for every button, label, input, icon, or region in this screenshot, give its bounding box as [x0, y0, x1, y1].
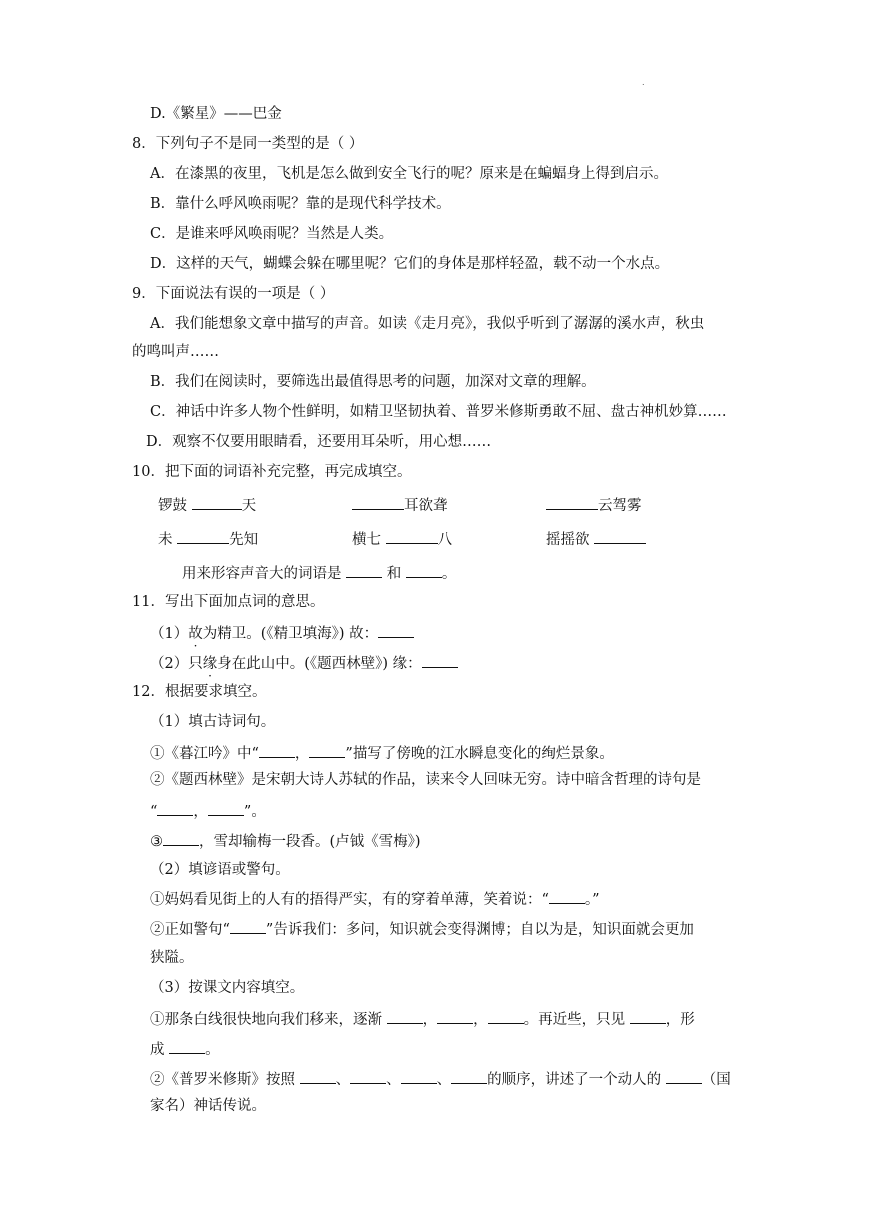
- q12-line-3: [150, 800, 266, 822]
- q12-line-3-c: ”。: [243, 804, 266, 820]
- q12-line-1: [150, 742, 614, 764]
- q12-line-10-f: （国: [701, 1072, 731, 1088]
- q10-stem: 10．把下面的词语补充完整，再完成填空。: [132, 464, 412, 480]
- q9-option-d: D．观察不仅要用眼睛看，还要用耳朵听，用心想……: [146, 434, 492, 450]
- q12-line-10-e: 的顺序，讲述了一个动人的: [487, 1072, 662, 1088]
- q12-line-7: 狭隘。: [150, 950, 194, 966]
- q10-word-5-prefix: 横七: [352, 532, 381, 548]
- q12-blank-14[interactable]: [350, 1068, 386, 1084]
- q12-line-1-b: ，: [294, 746, 310, 762]
- q12-blank-8[interactable]: [387, 1008, 423, 1024]
- q11-blank-1[interactable]: [378, 622, 414, 638]
- q10-word-6: [546, 528, 646, 550]
- q12-line-8-d: 。再近些，只见: [523, 1012, 626, 1028]
- q9-stem: 9．下面说法有误的一项是（ ）: [132, 286, 335, 302]
- q12-blank-4[interactable]: [208, 800, 244, 816]
- q10-blank-1[interactable]: [192, 494, 242, 510]
- q12-blank-3[interactable]: [157, 800, 193, 816]
- q11-item-1-text: 为精卫。(《精卫填海》) 故：: [202, 626, 379, 642]
- q12-line-3-a: “: [150, 804, 158, 820]
- q11-dotted-word-1: 故: [188, 626, 203, 642]
- q8-stem: 8．下列句子不是同一类型的是（ ）: [132, 136, 364, 152]
- q8-option-c: C．是谁来呼风唤雨呢？当然是人类。: [150, 226, 394, 242]
- q12-line-1-c: ”描写了傍晚的江水瞬息变化的绚烂景象。: [345, 746, 614, 762]
- q10-word-1: [158, 494, 256, 516]
- q12-line-8-c: ，: [473, 1012, 488, 1028]
- q9-option-a: A．我们能想象文章中描写的声音。如读《走月亮》，我似乎听到了潺潺的溪水声，秋虫: [150, 316, 705, 332]
- q10-blank-5[interactable]: [386, 528, 438, 544]
- q9-option-b: B．我们在阅读时，要筛选出最值得思考的问题，加深对文章的理解。: [150, 374, 596, 390]
- q12-line-10-b: 、: [335, 1072, 351, 1088]
- q8-option-a: A．在漆黑的夜里，飞机是怎么做到安全飞行的呢？原来是在蝙蝠身上得到启示。: [150, 166, 668, 182]
- q10-word-4: [158, 528, 258, 550]
- q10-word-6-prefix: 摇摇欲: [546, 532, 590, 548]
- q10-word-4-suffix: 先知: [229, 532, 259, 548]
- q12-line-9: [150, 1038, 220, 1060]
- q10-sentence-part-2: 和: [386, 566, 402, 582]
- q12-line-2: ②《题西林壁》是宋朝大诗人苏轼的作品，读来令人回味无穷。诗中暗含哲理的诗句是: [150, 772, 701, 788]
- q10-word-1-prefix: 锣鼓: [158, 498, 187, 514]
- q12-line-4-b: ，雪却输梅一段香。(卢钺《雪梅》): [199, 834, 421, 850]
- q12-line-11: 家名）神话传说。: [150, 1098, 266, 1114]
- q12-heading-2: （2）填谚语或警句。: [150, 862, 290, 878]
- q11-blank-2[interactable]: [422, 652, 458, 668]
- q11-item-1: [150, 622, 414, 644]
- q10-blank-8[interactable]: [406, 562, 442, 578]
- q11-dotted-word-2: 缘: [202, 656, 218, 672]
- q12-heading-3: （3）按课文内容填空。: [150, 980, 305, 996]
- q8-option-d: D．这样的天气，蝴蝶会躲在哪里呢？它们的身体是那样轻盈，载不动一个水点。: [150, 256, 670, 272]
- q7-option-d: D.《繁星》——巴金: [150, 106, 282, 122]
- q10-sentence-end: 。: [441, 566, 457, 582]
- q10-word-3: [546, 494, 642, 516]
- q12-blank-5[interactable]: [163, 830, 199, 846]
- q10-word-2-suffix: 耳欲聋: [404, 498, 448, 514]
- q11-item-2: [150, 652, 458, 674]
- q12-line-6-a: ②正如警句“: [150, 922, 230, 938]
- q12-blank-13[interactable]: [300, 1068, 336, 1084]
- q12-blank-12[interactable]: [169, 1038, 205, 1054]
- q10-word-4-prefix: 未: [158, 532, 173, 548]
- q12-blank-11[interactable]: [630, 1008, 666, 1024]
- q8-option-b: B．靠什么呼风唤雨呢？靠的是现代科学技术。: [150, 196, 451, 212]
- q10-word-5: [352, 528, 452, 550]
- page-corner-mark: .: [642, 78, 645, 87]
- q12-line-10-d: 、: [436, 1072, 452, 1088]
- q11-item-2-text: 身在此山中。(《题西林壁》) 缘：: [217, 656, 422, 672]
- q10-sentence-part-1: 用来形容声音大的词语是: [182, 566, 342, 582]
- q12-blank-10[interactable]: [488, 1008, 524, 1024]
- q12-line-10-c: 、: [386, 1072, 401, 1088]
- q10-word-3-suffix: 云驾雾: [598, 498, 642, 514]
- q12-blank-1[interactable]: [259, 742, 295, 758]
- q12-blank-2[interactable]: [309, 742, 345, 758]
- q11-item-1-num: （1）: [150, 626, 189, 642]
- q12-line-8-a: ①那条白线很快地向我们移来，逐渐: [150, 1012, 382, 1028]
- q10-sentence: [182, 562, 456, 584]
- q12-line-3-b: ，: [193, 804, 208, 820]
- q11-stem: 11．写出下面加点词的意思。: [132, 594, 325, 610]
- q12-heading-1: （1）填古诗词句。: [150, 714, 276, 730]
- q12-line-5-b: 。”: [584, 892, 600, 908]
- q10-blank-2[interactable]: [352, 494, 404, 510]
- q10-blank-6[interactable]: [594, 528, 646, 544]
- q12-blank-15[interactable]: [401, 1068, 437, 1084]
- q10-blank-4[interactable]: [177, 528, 229, 544]
- q12-line-9-b: 。: [205, 1042, 220, 1058]
- q12-line-6: [150, 918, 694, 940]
- q10-word-2: [352, 494, 448, 516]
- q12-line-6-b: ”告诉我们：多问，知识就会变得渊博；自以为是，知识面就会更加: [265, 922, 694, 938]
- q9-option-a-cont: 的鸣叫声……: [132, 344, 219, 360]
- q12-blank-17[interactable]: [666, 1068, 702, 1084]
- q10-word-1-suffix: 天: [241, 498, 257, 514]
- q12-stem: 12．根据要求填空。: [132, 684, 267, 700]
- q10-word-5-suffix: 八: [437, 532, 453, 548]
- q12-blank-6[interactable]: [549, 888, 585, 904]
- q12-line-4-a: ③: [150, 834, 163, 850]
- q12-line-9-a: 成: [150, 1042, 165, 1058]
- q11-item-2-num: （2）只: [150, 656, 203, 672]
- q12-line-8-b: ，: [422, 1012, 438, 1028]
- q12-line-8: [150, 1008, 695, 1030]
- q12-line-10: [150, 1068, 731, 1090]
- q12-line-8-e: ，形: [665, 1012, 695, 1028]
- q12-blank-7[interactable]: [230, 918, 266, 934]
- q9-option-c: C．神话中许多人物个性鲜明，如精卫坚韧执着、普罗米修斯勇敢不屈、盘古神机妙算……: [150, 404, 727, 420]
- q12-line-5: [150, 888, 600, 910]
- q12-line-1-a: ①《暮江吟》中“: [150, 746, 259, 762]
- q12-line-4: [150, 830, 421, 852]
- q10-blank-3[interactable]: [546, 494, 598, 510]
- q12-line-10-a: ②《普罗米修斯》按照: [150, 1072, 295, 1088]
- q12-blank-9[interactable]: [437, 1008, 473, 1024]
- q12-blank-16[interactable]: [451, 1068, 487, 1084]
- q10-blank-7[interactable]: [346, 562, 382, 578]
- q12-line-5-a: ①妈妈看见街上的人有的捂得严实，有的穿着单薄，笑着说：“: [150, 892, 549, 908]
